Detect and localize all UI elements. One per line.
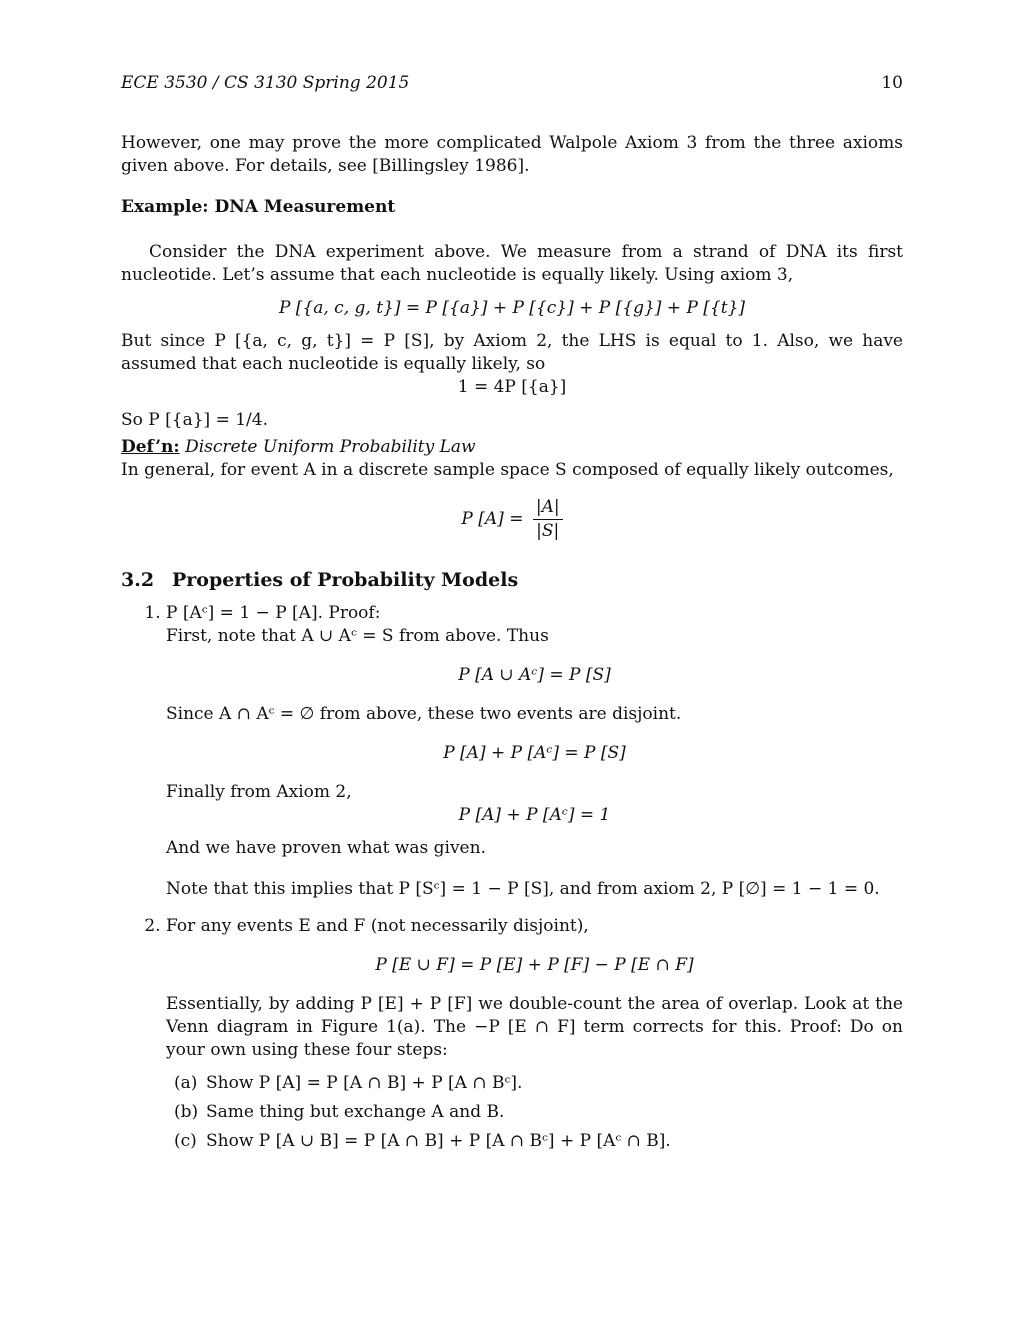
course-title: ECE 3530 / CS 3130 Spring 2015	[121, 73, 410, 93]
property-item	[166, 602, 903, 901]
list-item	[174, 1130, 903, 1153]
running-header	[121, 72, 903, 98]
list-item	[174, 1101, 903, 1124]
step-text: Show P [A] = P [A ∩ B] + P [A ∩ Bᶜ].	[206, 1073, 523, 1093]
equation-disjoint-sum: P [A] + P [Aᶜ] = P [S]	[443, 743, 626, 763]
example-paragraph-2: But since P [{a, c, g, t}] = P [S], by Axiom 2, the LHS is equal to 1. Also, we have assumed that each nucleotide is equally likely, so	[121, 331, 903, 374]
uniform-law-fraction	[533, 496, 563, 543]
section-number: 3.2	[121, 569, 155, 591]
property-text: Since A ∩ Aᶜ = ∅ from above, these two events are disjoint.	[166, 704, 682, 724]
equation-uniform-law	[121, 496, 903, 543]
definition-title: Discrete Uniform Probability Law	[185, 437, 476, 457]
example-result: So P [{a}] = 1/4.	[121, 410, 268, 430]
fraction-numerator: |A|	[533, 496, 563, 520]
step-text: Same thing but exchange A and B.	[206, 1102, 505, 1122]
definition-label: Def’n:	[121, 437, 180, 457]
equation-four-p: 1 = 4P [{a}]	[457, 377, 567, 397]
property-text: First, note that A ∪ Aᶜ = S from above. Thus	[166, 626, 549, 646]
properties-list	[121, 602, 903, 1153]
list-item	[174, 1072, 903, 1095]
uniform-law-lhs: P [A] =	[461, 509, 524, 529]
property-note: Note that this implies that P [Sᶜ] = 1 − P [S], and from axiom 2, P [∅] = 1 − 1 = 0.	[166, 879, 880, 899]
equation-axiom-two: P [A] + P [Aᶜ] = 1	[458, 805, 611, 825]
step-label: (c)	[174, 1131, 197, 1151]
page-number: 10	[881, 73, 903, 93]
example-heading: Example: DNA Measurement	[121, 197, 396, 217]
equation-nucleotide-sum: P [{a, c, g, t}] = P [{a}] + P [{c}] + P [{g}] + P [{t}]	[278, 298, 746, 318]
section-heading	[121, 569, 903, 592]
property-statement: 1. P [Aᶜ] = 1 − P [A]. Proof:	[166, 603, 381, 623]
definition-text: In general, for event A in a discrete sample space S composed of equally likely outcomes,	[121, 460, 894, 480]
property-item	[166, 915, 903, 1153]
step-label: (b)	[174, 1102, 199, 1122]
equation-union-complement: P [A ∪ Aᶜ] = P [S]	[458, 665, 611, 685]
intro-paragraph: However, one may prove the more complicated Walpole Axiom 3 from the three axioms given above. For details, see [Billingsley 1986].	[121, 133, 903, 176]
definition-title-line	[121, 436, 903, 459]
proof-steps-list	[166, 1072, 903, 1153]
property-text: Finally from Axiom 2,	[166, 782, 352, 802]
page-body	[121, 132, 903, 1163]
example-paragraph: Consider the DNA experiment above. We measure from a strand of DNA its first nucleotide. Let’s assume that each nucleotide is equally likely. Using axiom 3,	[121, 242, 903, 285]
equation-union-rule: P [E ∪ F] = P [E] + P [F] − P [E ∩ F]	[375, 955, 694, 975]
property-text: Essentially, by adding P [E] + P [F] we double-count the area of overlap. Look at the Venn diagram in Figure 1(a). The −P [E ∩ F] term corrects for this. Proof: Do on your own using these four steps:	[166, 994, 903, 1060]
property-text: And we have proven what was given.	[166, 838, 486, 858]
step-text: Show P [A ∪ B] = P [A ∩ B] + P [A ∩ Bᶜ] + P [Aᶜ ∩ B].	[206, 1131, 671, 1151]
section-title: Properties of Probability Models	[172, 569, 519, 591]
step-label: (a)	[174, 1073, 198, 1093]
fraction-denominator: |S|	[536, 521, 560, 541]
property-statement: 2. For any events E and F (not necessarily disjoint),	[166, 916, 589, 936]
